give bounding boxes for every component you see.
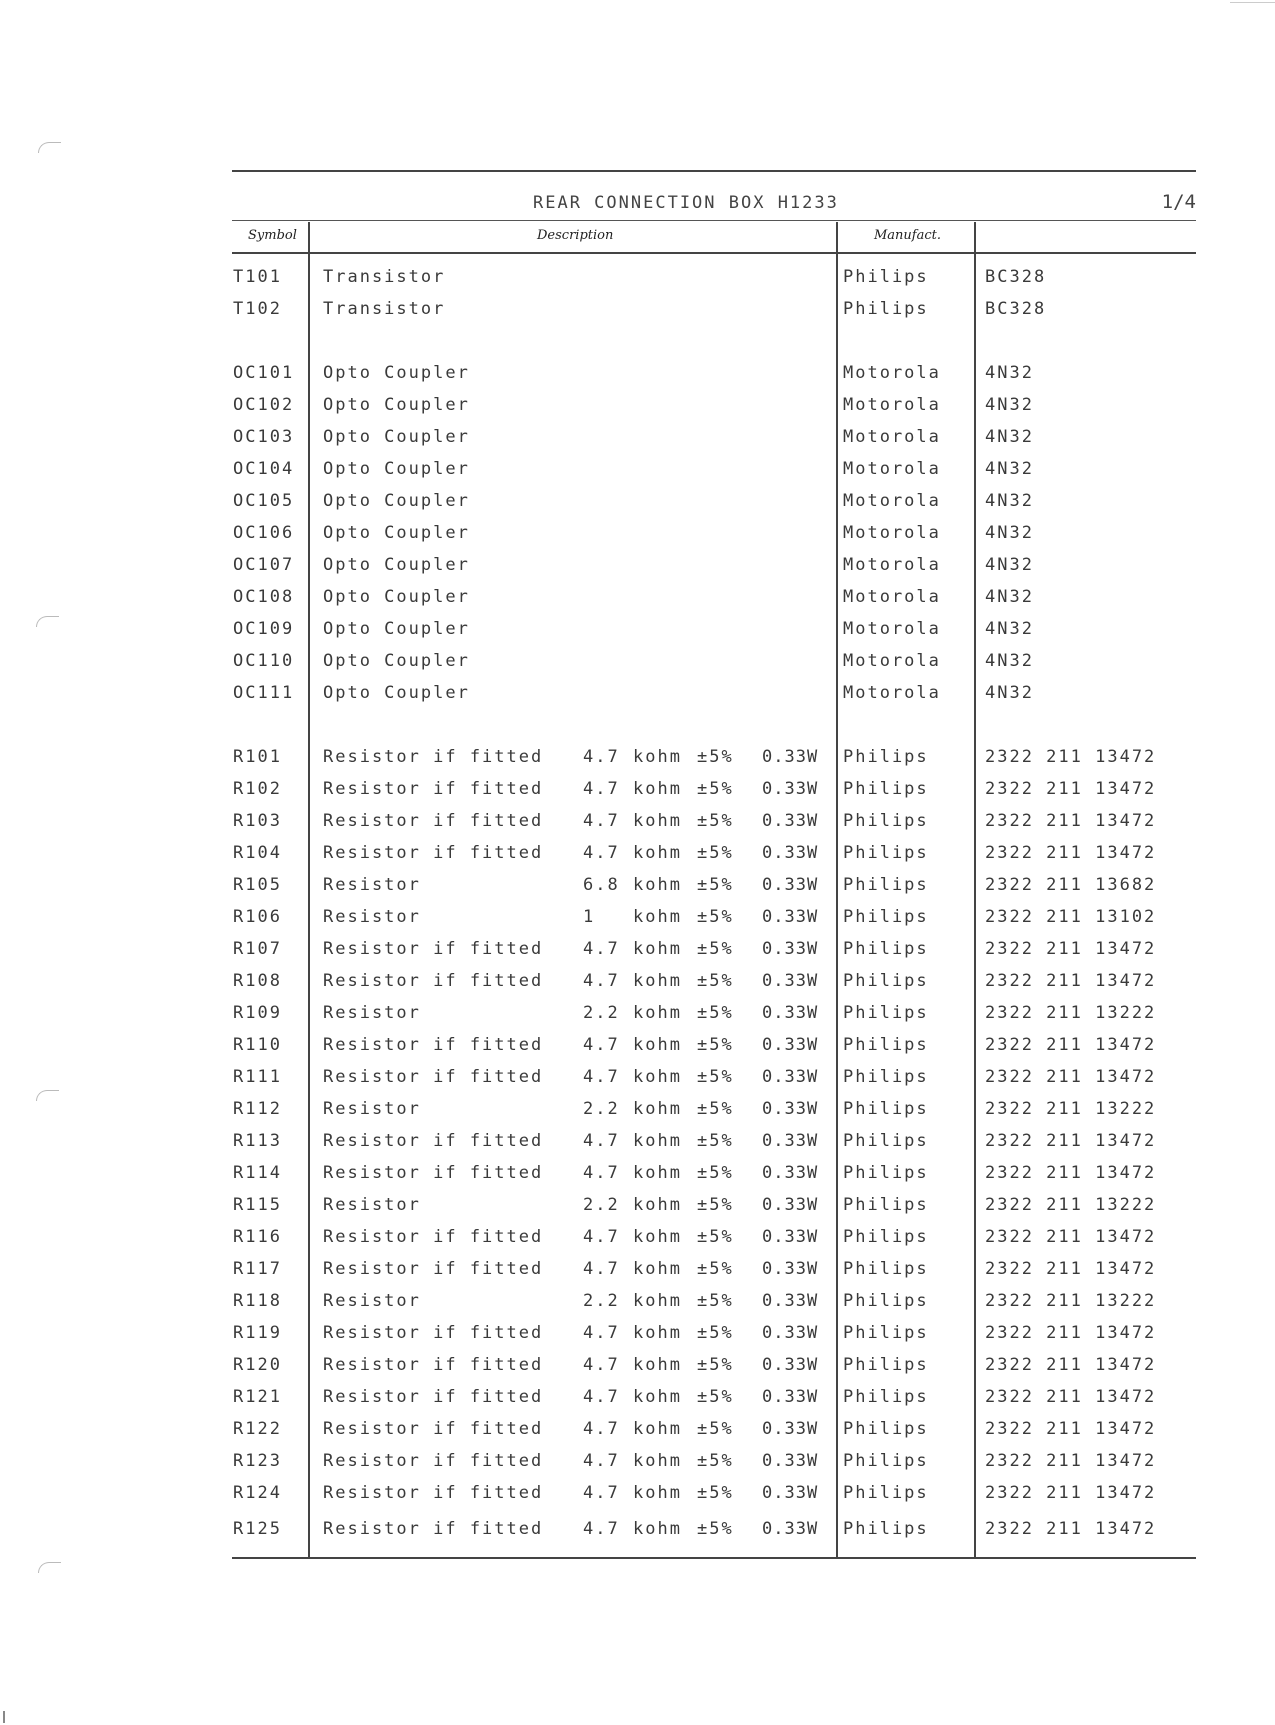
part-number: 2322 211 13472 — [985, 1451, 1157, 1471]
part-value: 2.2 — [583, 1099, 620, 1119]
part-tolerance: ±5% — [697, 1323, 734, 1343]
part-value: 4.7 — [583, 1519, 620, 1539]
part-wattage: 0.33W — [762, 1131, 819, 1151]
part-unit: kohm — [633, 1451, 682, 1471]
part-symbol: OC106 — [233, 523, 295, 543]
part-symbol: OC110 — [233, 651, 295, 671]
part-description: Opto Coupler — [323, 619, 470, 639]
part-wattage: 0.33W — [762, 1387, 819, 1407]
part-manufacturer: Philips — [843, 1003, 929, 1023]
part-value: 4.7 — [583, 1067, 620, 1087]
part-description: Opto Coupler — [323, 427, 470, 447]
table-row — [0, 651, 1275, 681]
part-description: Opto Coupler — [323, 491, 470, 511]
part-description: Resistor if fitted — [323, 1355, 544, 1375]
part-manufacturer: Motorola — [843, 459, 941, 479]
table-row — [0, 1483, 1275, 1513]
part-unit: kohm — [633, 1099, 682, 1119]
part-description: Resistor — [323, 1099, 421, 1119]
part-description: Resistor if fitted — [323, 1259, 544, 1279]
part-description: Resistor if fitted — [323, 747, 544, 767]
part-unit: kohm — [633, 1131, 682, 1151]
part-symbol: R115 — [233, 1195, 282, 1215]
part-unit: kohm — [633, 875, 682, 895]
part-manufacturer: Motorola — [843, 587, 941, 607]
part-value: 4.7 — [583, 779, 620, 799]
part-symbol: R105 — [233, 875, 282, 895]
part-manufacturer: Philips — [843, 1163, 929, 1183]
part-tolerance: ±5% — [697, 1163, 734, 1183]
part-wattage: 0.33W — [762, 907, 819, 927]
column-header-description: Description — [537, 228, 614, 243]
part-number: 4N32 — [985, 491, 1034, 511]
part-value: 4.7 — [583, 1451, 620, 1471]
part-wattage: 0.33W — [762, 971, 819, 991]
part-description: Resistor if fitted — [323, 1519, 544, 1539]
part-symbol: R118 — [233, 1291, 282, 1311]
part-number: 4N32 — [985, 523, 1034, 543]
part-description: Resistor if fitted — [323, 1163, 544, 1183]
table-row — [0, 1419, 1275, 1449]
part-description: Resistor if fitted — [323, 971, 544, 991]
part-wattage: 0.33W — [762, 1035, 819, 1055]
part-tolerance: ±5% — [697, 811, 734, 831]
part-number: 2322 211 13472 — [985, 1323, 1157, 1343]
part-description: Resistor if fitted — [323, 843, 544, 863]
part-symbol: R114 — [233, 1163, 282, 1183]
part-description: Opto Coupler — [323, 363, 470, 383]
part-manufacturer: Philips — [843, 875, 929, 895]
part-number: 4N32 — [985, 395, 1034, 415]
part-symbol: R108 — [233, 971, 282, 991]
part-manufacturer: Motorola — [843, 619, 941, 639]
part-value: 4.7 — [583, 1131, 620, 1151]
part-number: 2322 211 13222 — [985, 1291, 1157, 1311]
part-number: 2322 211 13472 — [985, 1483, 1157, 1503]
part-symbol: R103 — [233, 811, 282, 831]
part-symbol: T101 — [233, 267, 282, 287]
part-symbol: R101 — [233, 747, 282, 767]
table-row — [0, 939, 1275, 969]
table-row — [0, 907, 1275, 937]
part-manufacturer: Philips — [843, 971, 929, 991]
part-number: 2322 211 13472 — [985, 811, 1157, 831]
part-unit: kohm — [633, 1227, 682, 1247]
part-tolerance: ±5% — [697, 843, 734, 863]
part-unit: kohm — [633, 1519, 682, 1539]
part-tolerance: ±5% — [697, 1355, 734, 1375]
part-value: 4.7 — [583, 843, 620, 863]
table-row — [0, 1227, 1275, 1257]
part-unit: kohm — [633, 1387, 682, 1407]
part-manufacturer: Philips — [843, 1131, 929, 1151]
part-number: 2322 211 13472 — [985, 1163, 1157, 1183]
part-number: 2322 211 13472 — [985, 1387, 1157, 1407]
part-manufacturer: Philips — [843, 843, 929, 863]
part-value: 4.7 — [583, 1419, 620, 1439]
table-row — [0, 491, 1275, 521]
part-manufacturer: Motorola — [843, 427, 941, 447]
part-manufacturer: Philips — [843, 1195, 929, 1215]
part-number: 4N32 — [985, 459, 1034, 479]
column-header-symbol: Symbol — [248, 228, 297, 243]
part-tolerance: ±5% — [697, 1035, 734, 1055]
part-value: 4.7 — [583, 939, 620, 959]
part-description: Opto Coupler — [323, 555, 470, 575]
part-symbol: OC101 — [233, 363, 295, 383]
part-wattage: 0.33W — [762, 1003, 819, 1023]
part-unit: kohm — [633, 1067, 682, 1087]
part-description: Opto Coupler — [323, 395, 470, 415]
part-wattage: 0.33W — [762, 1227, 819, 1247]
part-manufacturer: Philips — [843, 1067, 929, 1087]
part-symbol: R109 — [233, 1003, 282, 1023]
part-description: Resistor — [323, 907, 421, 927]
part-tolerance: ±5% — [697, 1519, 734, 1539]
part-value: 4.7 — [583, 1259, 620, 1279]
part-wattage: 0.33W — [762, 939, 819, 959]
part-manufacturer: Philips — [843, 1419, 929, 1439]
part-manufacturer: Philips — [843, 779, 929, 799]
part-symbol: R111 — [233, 1067, 282, 1087]
part-tolerance: ±5% — [697, 875, 734, 895]
part-description: Resistor — [323, 1195, 421, 1215]
part-number: 2322 211 13472 — [985, 1519, 1157, 1539]
part-tolerance: ±5% — [697, 1291, 734, 1311]
column-header-manufacturer: Manufact. — [874, 228, 942, 243]
part-symbol: OC104 — [233, 459, 295, 479]
part-unit: kohm — [633, 1259, 682, 1279]
part-wattage: 0.33W — [762, 1195, 819, 1215]
part-number: 4N32 — [985, 555, 1034, 575]
part-description: Resistor if fitted — [323, 1067, 544, 1087]
part-manufacturer: Philips — [843, 299, 929, 319]
part-wattage: 0.33W — [762, 1323, 819, 1343]
part-description: Resistor if fitted — [323, 1035, 544, 1055]
part-tolerance: ±5% — [697, 1419, 734, 1439]
part-symbol: R102 — [233, 779, 282, 799]
part-symbol: R112 — [233, 1099, 282, 1119]
part-manufacturer: Philips — [843, 939, 929, 959]
table-row — [0, 555, 1275, 585]
part-manufacturer: Philips — [843, 1451, 929, 1471]
part-manufacturer: Philips — [843, 1291, 929, 1311]
part-description: Resistor if fitted — [323, 1227, 544, 1247]
part-description: Transistor — [323, 299, 446, 319]
part-symbol: R124 — [233, 1483, 282, 1503]
table-row — [0, 523, 1275, 553]
table-row — [0, 1035, 1275, 1065]
table-row — [0, 1451, 1275, 1481]
part-value: 4.7 — [583, 1035, 620, 1055]
part-wattage: 0.33W — [762, 811, 819, 831]
part-number: 2322 211 13222 — [985, 1099, 1157, 1119]
table-row — [0, 779, 1275, 809]
part-wattage: 0.33W — [762, 1483, 819, 1503]
part-symbol: R107 — [233, 939, 282, 959]
part-number: 4N32 — [985, 427, 1034, 447]
table-row — [0, 1099, 1275, 1129]
part-manufacturer: Philips — [843, 811, 929, 831]
part-description: Opto Coupler — [323, 651, 470, 671]
part-number: 2322 211 13472 — [985, 1259, 1157, 1279]
part-value: 4.7 — [583, 1355, 620, 1375]
part-tolerance: ±5% — [697, 1003, 734, 1023]
part-description: Resistor — [323, 875, 421, 895]
part-symbol: R121 — [233, 1387, 282, 1407]
part-number: 4N32 — [985, 683, 1034, 703]
part-value: 4.7 — [583, 1163, 620, 1183]
part-manufacturer: Motorola — [843, 395, 941, 415]
part-description: Resistor if fitted — [323, 811, 544, 831]
part-unit: kohm — [633, 1291, 682, 1311]
part-wattage: 0.33W — [762, 747, 819, 767]
part-number: 2322 211 13472 — [985, 971, 1157, 991]
part-tolerance: ±5% — [697, 1259, 734, 1279]
part-number: 2322 211 13472 — [985, 939, 1157, 959]
part-symbol: R125 — [233, 1519, 282, 1539]
table-row — [0, 363, 1275, 393]
table-row — [0, 875, 1275, 905]
part-manufacturer: Philips — [843, 1099, 929, 1119]
table-row — [0, 299, 1275, 329]
part-unit: kohm — [633, 939, 682, 959]
part-number: 4N32 — [985, 363, 1034, 383]
part-unit: kohm — [633, 971, 682, 991]
part-wattage: 0.33W — [762, 1355, 819, 1375]
table-row — [0, 971, 1275, 1001]
part-wattage: 0.33W — [762, 1291, 819, 1311]
part-unit: kohm — [633, 747, 682, 767]
part-tolerance: ±5% — [697, 779, 734, 799]
part-wattage: 0.33W — [762, 1419, 819, 1439]
part-symbol: T102 — [233, 299, 282, 319]
part-wattage: 0.33W — [762, 1163, 819, 1183]
part-description: Opto Coupler — [323, 459, 470, 479]
part-unit: kohm — [633, 1035, 682, 1055]
table-row — [0, 683, 1275, 713]
part-value: 4.7 — [583, 971, 620, 991]
part-manufacturer: Philips — [843, 1259, 929, 1279]
part-unit: kohm — [633, 1355, 682, 1375]
part-number: 4N32 — [985, 587, 1034, 607]
table-row — [0, 267, 1275, 297]
table-row — [0, 1195, 1275, 1225]
part-description: Resistor if fitted — [323, 1131, 544, 1151]
part-manufacturer: Motorola — [843, 491, 941, 511]
part-manufacturer: Motorola — [843, 363, 941, 383]
part-description: Resistor — [323, 1003, 421, 1023]
table-row — [0, 843, 1275, 873]
part-description: Resistor if fitted — [323, 1323, 544, 1343]
part-number: 2322 211 13222 — [985, 1195, 1157, 1215]
table-row — [0, 1387, 1275, 1417]
part-symbol: R106 — [233, 907, 282, 927]
part-number: BC328 — [985, 267, 1047, 287]
part-wattage: 0.33W — [762, 1519, 819, 1539]
part-symbol: R120 — [233, 1355, 282, 1375]
table-row — [0, 1003, 1275, 1033]
part-manufacturer: Philips — [843, 1519, 929, 1539]
part-symbol: R116 — [233, 1227, 282, 1247]
part-tolerance: ±5% — [697, 1387, 734, 1407]
part-wattage: 0.33W — [762, 1451, 819, 1471]
part-number: 2322 211 13472 — [985, 1227, 1157, 1247]
part-unit: kohm — [633, 843, 682, 863]
part-symbol: OC102 — [233, 395, 295, 415]
part-number: 2322 211 13682 — [985, 875, 1157, 895]
part-number: 2322 211 13472 — [985, 779, 1157, 799]
part-value: 2.2 — [583, 1195, 620, 1215]
part-symbol: OC107 — [233, 555, 295, 575]
part-tolerance: ±5% — [697, 1195, 734, 1215]
table-row — [0, 587, 1275, 617]
part-tolerance: ±5% — [697, 747, 734, 767]
table-row — [0, 1163, 1275, 1193]
part-tolerance: ±5% — [697, 1227, 734, 1247]
part-manufacturer: Philips — [843, 1323, 929, 1343]
part-symbol: OC109 — [233, 619, 295, 639]
part-unit: kohm — [633, 1163, 682, 1183]
part-value: 6.8 — [583, 875, 620, 895]
part-description: Opto Coupler — [323, 523, 470, 543]
part-tolerance: ±5% — [697, 1099, 734, 1119]
table-row — [0, 427, 1275, 457]
table-row — [0, 747, 1275, 777]
part-manufacturer: Motorola — [843, 651, 941, 671]
part-symbol: OC103 — [233, 427, 295, 447]
part-manufacturer: Philips — [843, 907, 929, 927]
part-unit: kohm — [633, 1483, 682, 1503]
part-value: 4.7 — [583, 1387, 620, 1407]
part-wattage: 0.33W — [762, 1259, 819, 1279]
part-description: Opto Coupler — [323, 683, 470, 703]
document-title: REAR CONNECTION BOX H1233 — [533, 193, 839, 213]
part-number: 2322 211 13102 — [985, 907, 1157, 927]
part-number: 2322 211 13472 — [985, 1035, 1157, 1055]
table-row — [0, 811, 1275, 841]
part-unit: kohm — [633, 1003, 682, 1023]
part-manufacturer: Philips — [843, 1387, 929, 1407]
part-description: Resistor if fitted — [323, 1387, 544, 1407]
part-value: 1 — [583, 907, 596, 927]
part-unit: kohm — [633, 811, 682, 831]
part-number: 2322 211 13222 — [985, 1003, 1157, 1023]
part-manufacturer: Philips — [843, 1035, 929, 1055]
table-row — [0, 1519, 1275, 1549]
part-unit: kohm — [633, 779, 682, 799]
table-row — [0, 1067, 1275, 1097]
part-number: 4N32 — [985, 651, 1034, 671]
table-row — [0, 395, 1275, 425]
part-tolerance: ±5% — [697, 971, 734, 991]
part-tolerance: ±5% — [697, 1067, 734, 1087]
part-wattage: 0.33W — [762, 1067, 819, 1087]
part-manufacturer: Philips — [843, 1483, 929, 1503]
part-manufacturer: Philips — [843, 747, 929, 767]
part-symbol: R123 — [233, 1451, 282, 1471]
part-description: Opto Coupler — [323, 587, 470, 607]
part-number: BC328 — [985, 299, 1047, 319]
part-manufacturer: Motorola — [843, 555, 941, 575]
part-value: 2.2 — [583, 1291, 620, 1311]
part-unit: kohm — [633, 1419, 682, 1439]
part-unit: kohm — [633, 1323, 682, 1343]
part-tolerance: ±5% — [697, 939, 734, 959]
table-row — [0, 619, 1275, 649]
part-tolerance: ±5% — [697, 1131, 734, 1151]
table-row — [0, 1131, 1275, 1161]
part-description: Resistor if fitted — [323, 939, 544, 959]
part-description: Transistor — [323, 267, 446, 287]
part-description: Resistor if fitted — [323, 779, 544, 799]
part-wattage: 0.33W — [762, 779, 819, 799]
part-symbol: R117 — [233, 1259, 282, 1279]
part-number: 2322 211 13472 — [985, 747, 1157, 767]
part-number: 4N32 — [985, 619, 1034, 639]
part-number: 2322 211 13472 — [985, 1355, 1157, 1375]
part-symbol: OC105 — [233, 491, 295, 511]
part-number: 2322 211 13472 — [985, 1419, 1157, 1439]
part-value: 2.2 — [583, 1003, 620, 1023]
part-value: 4.7 — [583, 811, 620, 831]
part-value: 4.7 — [583, 1323, 620, 1343]
part-manufacturer: Philips — [843, 267, 929, 287]
part-unit: kohm — [633, 1195, 682, 1215]
part-value: 4.7 — [583, 747, 620, 767]
table-row — [0, 1355, 1275, 1385]
part-value: 4.7 — [583, 1227, 620, 1247]
part-symbol: R119 — [233, 1323, 282, 1343]
part-description: Resistor if fitted — [323, 1483, 544, 1503]
part-number: 2322 211 13472 — [985, 1067, 1157, 1087]
table-row — [0, 459, 1275, 489]
part-wattage: 0.33W — [762, 1099, 819, 1119]
part-wattage: 0.33W — [762, 843, 819, 863]
part-manufacturer: Philips — [843, 1227, 929, 1247]
part-symbol: OC108 — [233, 587, 295, 607]
part-symbol: OC111 — [233, 683, 295, 703]
part-description: Resistor if fitted — [323, 1451, 544, 1471]
part-description: Resistor if fitted — [323, 1419, 544, 1439]
table-row — [0, 1323, 1275, 1353]
part-tolerance: ±5% — [697, 1483, 734, 1503]
part-number: 2322 211 13472 — [985, 1131, 1157, 1151]
part-symbol: R110 — [233, 1035, 282, 1055]
part-symbol: R104 — [233, 843, 282, 863]
part-unit: kohm — [633, 907, 682, 927]
part-symbol: R122 — [233, 1419, 282, 1439]
part-value: 4.7 — [583, 1483, 620, 1503]
part-tolerance: ±5% — [697, 907, 734, 927]
part-manufacturer: Motorola — [843, 523, 941, 543]
part-number: 2322 211 13472 — [985, 843, 1157, 863]
page-number: 1/4 — [1161, 191, 1196, 213]
part-wattage: 0.33W — [762, 875, 819, 895]
part-description: Resistor — [323, 1291, 421, 1311]
table-row — [0, 1259, 1275, 1289]
part-tolerance: ±5% — [697, 1451, 734, 1471]
table-row — [0, 1291, 1275, 1321]
part-manufacturer: Motorola — [843, 683, 941, 703]
part-symbol: R113 — [233, 1131, 282, 1151]
part-manufacturer: Philips — [843, 1355, 929, 1375]
